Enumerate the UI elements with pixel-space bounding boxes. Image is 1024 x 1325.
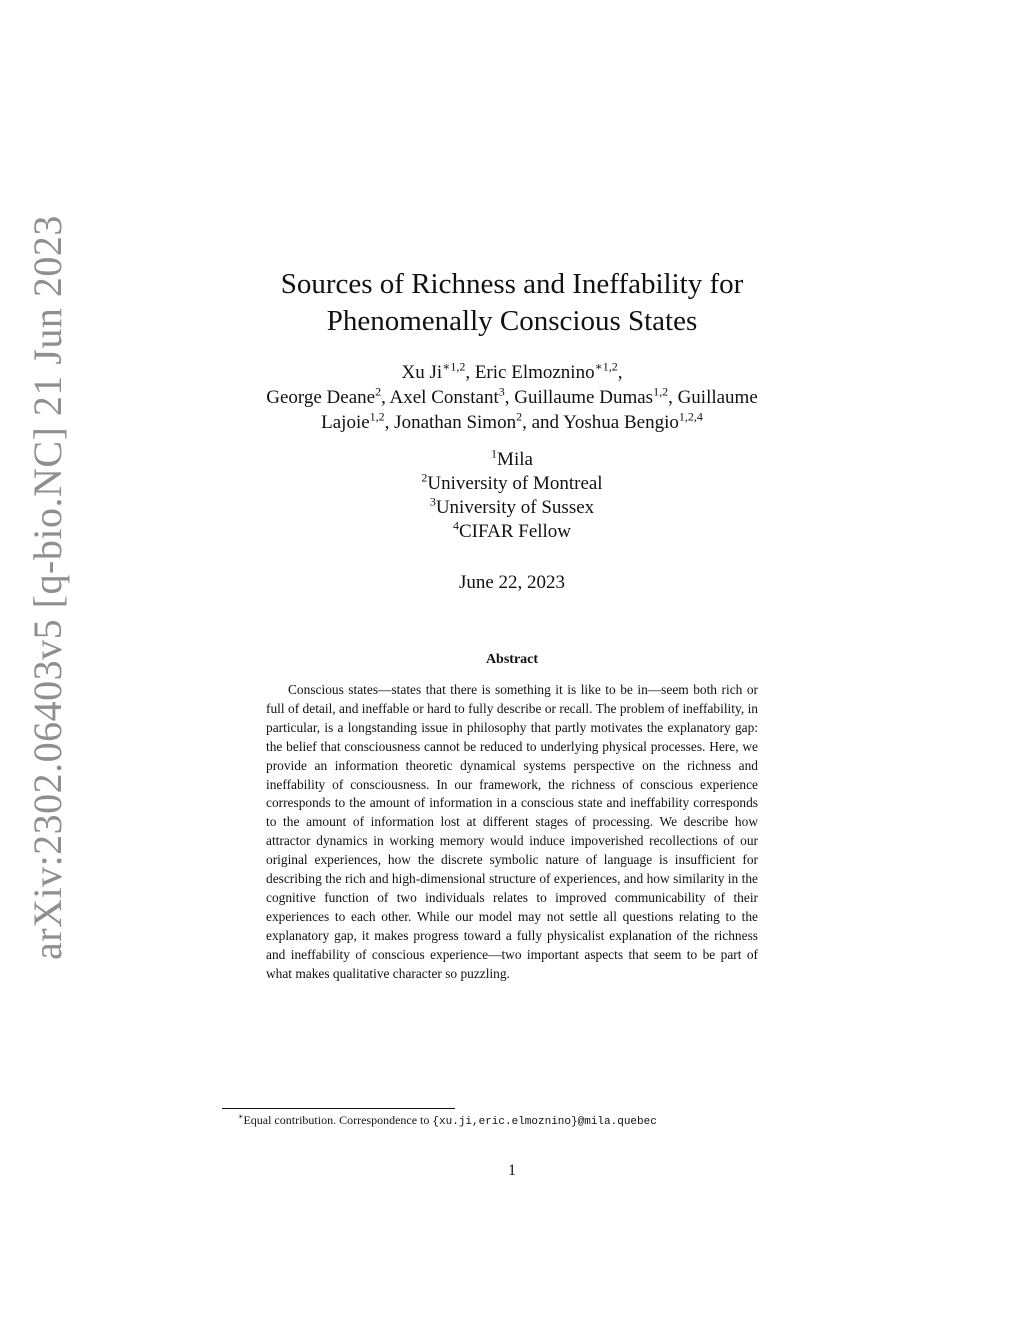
author-affil-mark: 1,2 [369,409,385,424]
footnote-emails: {xu.ji,eric.elmoznino}@mila.quebec [432,1116,657,1128]
author-separator: , [465,362,475,383]
author-line-3 [0,410,1024,435]
affiliation-number: 2 [421,470,428,485]
author-name: Axel Constant [389,387,499,408]
author-line-2 [0,385,1024,410]
author-separator: , [617,362,623,383]
author-line-1 [0,360,1024,385]
affiliation-item [0,520,1024,544]
author-separator: , [522,412,532,433]
author-name: and Yoshua Bengio [531,412,679,433]
affiliation-item [0,448,1024,472]
footnote [238,1113,798,1128]
author-affil-mark: 2 [375,384,382,399]
affiliation-name: University of Sussex [435,497,595,518]
author-affil-mark: 3 [498,384,505,399]
affiliation-name: Mila [497,449,533,470]
affiliation-item [0,472,1024,496]
affiliation-item [0,496,1024,520]
affiliation-number: 1 [491,446,498,461]
author-name: Lajoie [321,412,370,433]
author-affil-mark: 1,2 [653,384,669,399]
author-name: Xu Ji [401,362,443,383]
author-name: Guillaume [677,387,758,408]
affiliation-number: 3 [429,494,436,509]
author-affil-mark: 2 [516,409,523,424]
affiliation-list [0,448,1024,544]
page-number: 1 [508,1162,516,1179]
author-affil-mark: ∗1,2 [442,359,466,374]
author-name: Guillaume Dumas [514,387,654,408]
footnote-divider [222,1108,455,1109]
abstract-heading: Abstract [485,652,539,667]
paper-title [0,266,1024,340]
footnote-text: Equal contribution. Correspondence to [243,1113,433,1127]
title-line-1: Sources of Richness and Ineffability for [280,268,744,300]
author-separator: , [668,387,678,408]
affiliation-name: CIFAR Fellow [458,521,572,542]
affiliation-name: University of Montreal [427,473,603,494]
author-name: George Deane [266,387,376,408]
author-name: Jonathan Simon [394,412,517,433]
footnote-mark: ∗ [238,1112,244,1121]
publication-date: June 22, 2023 [458,572,566,593]
author-list [0,360,1024,435]
author-separator: , [504,387,515,408]
author-name: Eric Elmoznino [474,362,595,383]
abstract-body: Conscious states—states that there is something it is like to be in—seem both rich or full of detail, and ineffable or hard to fully describe or recall. The problem of ineffability, in particular, is a longstanding issue in philosophy that partly motivates the explanatory gap: the belief that consciousness cannot be reduced to underlying physical processes. Here, we provide an information theoretic dynamical systems perspective on the richness and ineffability of consciousness. In our framework, the richness of conscious experience corresponds to the amount of information in a conscious state and ineffability corresponds to the amount of information lost at different stages of processing. We describe how attractor dynamics in working memory would induce impoverished recollections of our original experiences, how the discrete symbolic nature of language is insufficient for describing the rich and high-dimensional structure of experiences, and how similarity in the cognitive function of two individuals relates to improved communicability of their experiences to each other. While our model may not settle all questions relating to the explanatory gap, it makes progress toward a fully physicalist explanation of the richness and ineffability of conscious experience—two important aspects that seem to be part of what makes qualitative character so puzzling. [266,682,758,981]
author-affil-mark: ∗1,2 [594,359,618,374]
author-separator: , [381,387,390,408]
arxiv-identifier-stamp: arXiv:2302.06403v5 [q-bio.NC] 21 Jun 2023 [25,215,70,960]
title-line-2: Phenomenally Conscious States [326,305,698,337]
affiliation-number: 4 [452,518,459,533]
author-affil-mark: 1,2,4 [678,409,703,424]
author-separator: , [384,412,395,433]
